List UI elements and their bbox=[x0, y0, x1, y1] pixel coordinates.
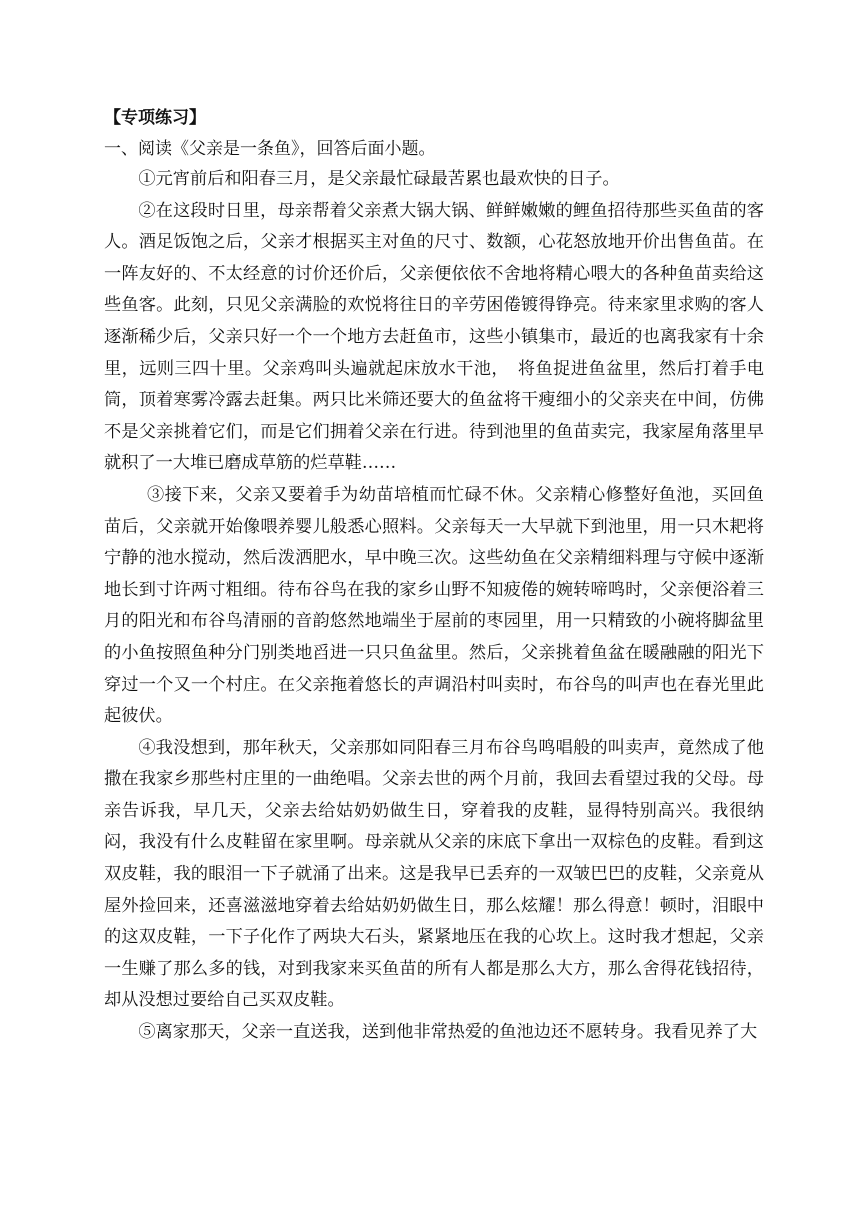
section-heading: 【专项练习】 bbox=[104, 108, 206, 128]
paragraph-5: ⑤离家那天，父亲一直送我，送到他非常热爱的鱼池边还不愿转身。我看见养了大 bbox=[138, 1022, 758, 1043]
question-prompt: 一、阅读《父亲是一条鱼》，回答后面小题。 bbox=[104, 139, 436, 159]
paragraph-4: ④我没想到，那年秋天，父亲那如同阳春三月布谷鸟鸣唱般的叫卖声，竟然成了他撒在我家乡那些村庄里的一曲绝唱。父亲去世的两个月前，我回去看望过我的父母。母亲告诉我，早几天，父亲去给姑奶奶做生日，穿着我的皮鞋，显得特别高兴。我很纳闷，我没有什么皮鞋留在家里啊。母亲就从父亲的床底下拿出一双棕色的皮鞋。看到这双皮鞋，我的眼泪一下子就涌了出来。这是我早已丢弃的一双皱巴巴的皮鞋，父亲竟从屋外捡回来，还喜滋滋地穿着去给姑奶奶做生日，那么炫耀！那么得意！顿时，泪眼中的这双皮鞋，一下子化作了两块大石头，紧紧地压在我的心坎上。这时我才想起，父亲一生赚了那么多的钱，对到我家来买鱼苗的所有人都是那么大方，那么舍得花钱招待，却从没想过要给自己买双皮鞋。 bbox=[104, 737, 764, 1011]
paragraph-1: ①元宵前后和阳春三月，是父亲最忙碌最苦累也最欢快的日子。 bbox=[138, 169, 620, 189]
paragraph-2: ②在这段时日里，母亲帮着父亲煮大锅大锅、鲜鲜嫩嫩的鲤鱼招待那些买鱼苗的客人。酒足饭饱之后，父亲才根据买主对鱼的尺寸、数额，心花怒放地开价出售鱼苗。在一阵友好的、不太经意的讨价还价后，父亲便依依不舍地将精心喂大的各种鱼苗卖给这些鱼客。此刻，只见父亲满脸的欢悦将往日的辛劳困倦镀得铮亮。待来家里求购的客人逐渐稀少后，父亲只好一个一个地方去赶鱼市，这些小镇集市，最近的也离我家有十余里，远则三四十里。父亲鸡叫头遍就起床放水干池， 将鱼捉进鱼盆里，然后打着手电筒，顶着寒雾冷露去赶集。两只比米筛还要大的鱼盆将干瘦细小的父亲夹在中间，仿佛不是父亲挑着它们，而是它们拥着父亲在行进。待到池里的鱼苗卖完，我家屋角落里早就积了一大堆已磨成草筋的烂草鞋…… bbox=[104, 200, 764, 474]
document-body bbox=[104, 104, 764, 1049]
paragraph-3: ③接下来，父亲又要着手为幼苗培植而忙碌不休。父亲精心修整好鱼池，买回鱼苗后，父亲就开始像喂养婴儿般悉心照料。父亲每天一大早就下到池里，用一只木耙将宁静的池水搅动，然后泼洒肥水，早中晚三次。这些幼鱼在父亲精细料理与守候中逐渐地长到寸许两寸粗细。待布谷鸟在我的家乡山野不知疲倦的婉转啼鸣时，父亲便浴着三月的阳光和布谷鸟清丽的音韵悠然地端坐于屋前的枣园里，用一只精致的小碗将脚盆里的小鱼按照鱼种分门别类地舀进一只只鱼盆里。然后，父亲挑着鱼盆在暖融融的阳光下穿过一个又一个村庄。在父亲拖着悠长的声调沿村叫卖时，布谷鸟的叫声也在春光里此起彼伏。 bbox=[104, 484, 764, 727]
